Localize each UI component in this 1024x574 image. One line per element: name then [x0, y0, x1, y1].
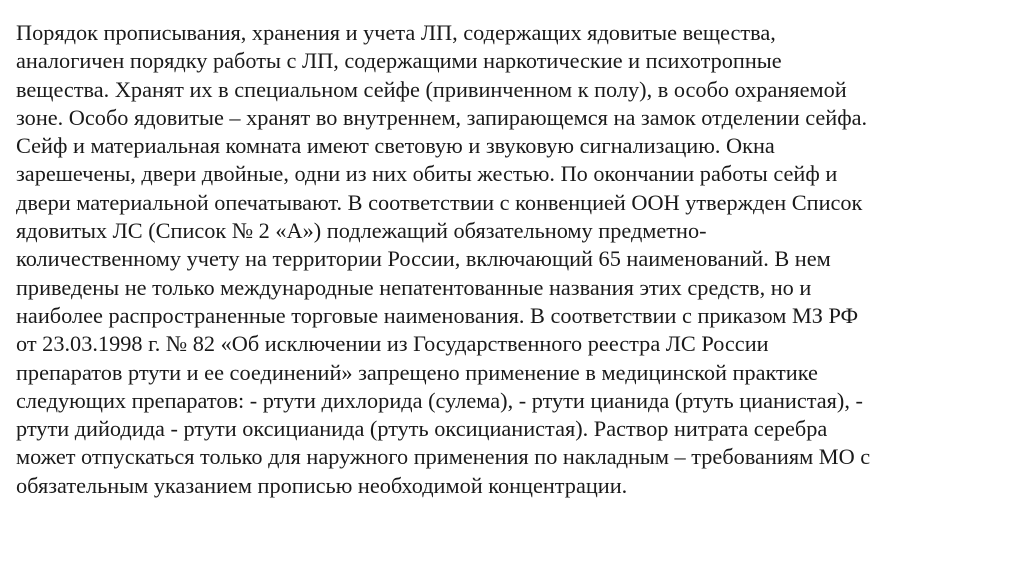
text-line: количественному учету на территории России, включающий 65 наименований. В нем: [16, 246, 831, 272]
text-line: приведены не только международные непатентованные названия этих средств, но и: [16, 274, 812, 300]
text-line: Порядок прописывания, хранения и учета ЛП, содержащих ядовитые вещества,: [16, 20, 776, 45]
text-line: зоне. Особо ядовитые – хранят во внутреннем, запирающемся на замок отделении сейфа.: [16, 104, 868, 130]
text-line: ртути дийодида - ртути оксицианида (ртуть оксицианистая). Раствор нитрата серебра: [16, 416, 828, 442]
text-line: Сейф и материальная комната имеют световую и звуковую сигнализацию. Окна: [16, 133, 775, 159]
text-line: от 23.03.1998 г. № 82 «Об исключении из Государственного реестра ЛС России: [16, 331, 769, 357]
text-line: обязательным указанием прописью необходимой концентрации.: [16, 472, 628, 498]
body-text: [16, 19, 1020, 500]
text-line: ядовитых ЛС (Список № 2 «А») подлежащий обязательному предметно-: [16, 218, 707, 244]
text-line: препаратов ртути и ее соединений» запрещено применение в медицинской практике: [16, 359, 818, 385]
text-line: следующих препаратов: - ртути дихлорида (сулема), - ртути цианида (ртуть цианистая), -: [16, 387, 863, 413]
text-line: двери материальной опечатывают. В соответствии с конвенцией ООН утвержден Список: [16, 189, 863, 215]
text-line: вещества. Хранят их в специальном сейфе (привинченном к полу), в особо охраняемой: [16, 76, 847, 102]
text-line: может отпускаться только для наружного применения по накладным – требованиям МО с: [16, 444, 871, 470]
text-line: аналогичен порядку работы с ЛП, содержащими наркотические и психотропные: [16, 48, 782, 74]
text-line: зарешечены, двери двойные, одни из них обиты жестью. По окончании работы сейф и: [16, 161, 838, 187]
text-line: наиболее распространенные торговые наименования. В соответствии с приказом МЗ РФ: [16, 302, 859, 328]
